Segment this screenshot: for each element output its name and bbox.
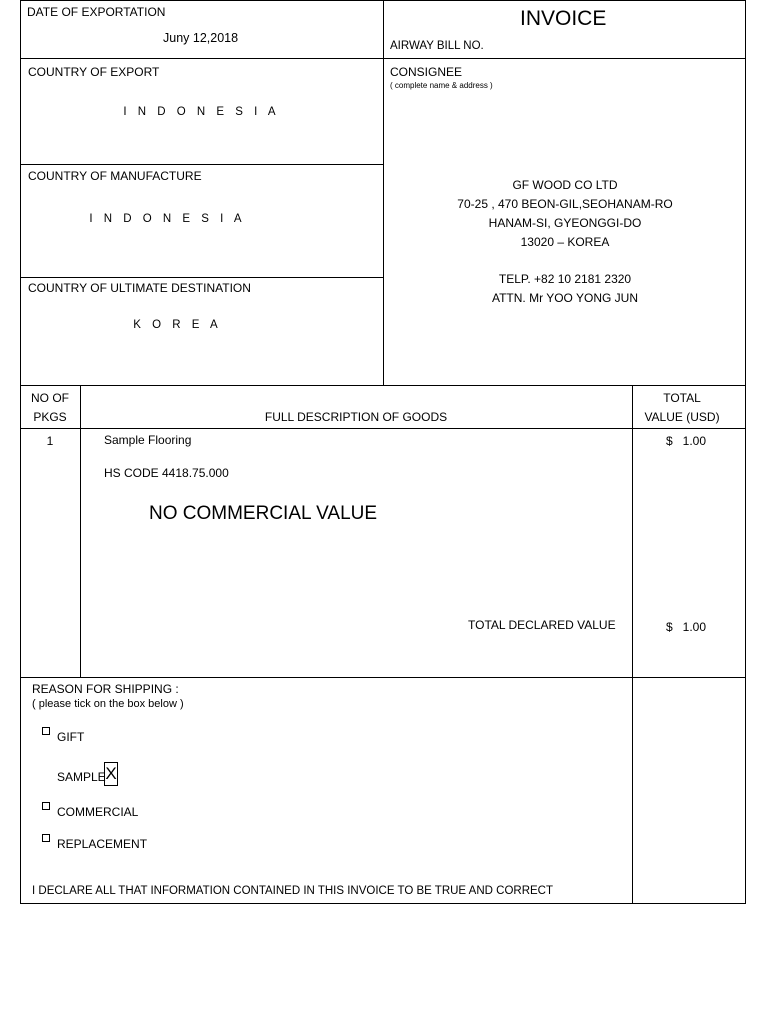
- date-of-exportation-label: DATE OF EXPORTATION: [27, 5, 166, 19]
- col-pkgs-header-line1: NO OF: [31, 391, 69, 405]
- col-total-header-line2: VALUE (USD): [644, 410, 720, 424]
- country-of-export-value: I N D O N E S I A: [123, 106, 280, 118]
- reason-for-shipping-label: REASON FOR SHIPPING :: [32, 682, 179, 696]
- country-of-export-label: COUNTRY OF EXPORT: [28, 65, 160, 79]
- country-of-manufacture-label: COUNTRY OF MANUFACTURE: [28, 169, 202, 183]
- total-declared-value: $ 1.00: [666, 620, 707, 634]
- declaration-statement: I DECLARE ALL THAT INFORMATION CONTAINED IN THIS INVOICE TO BE TRUE AND CORRECT: [32, 885, 553, 897]
- sample-option-label: SAMPLE: [57, 770, 106, 784]
- hs-code: HS CODE 4418.75.000: [104, 466, 229, 480]
- item-value: $ 1.00: [666, 434, 707, 448]
- gift-option-label: GIFT: [57, 730, 85, 744]
- no-commercial-value-note: NO COMMERCIAL VALUE: [149, 503, 378, 524]
- country-of-manufacture-value: I N D O N E S I A: [89, 213, 246, 225]
- date-of-exportation-value: Juny 12,2018: [163, 31, 239, 45]
- consignee-company: GF WOOD CO LTD: [512, 178, 618, 192]
- consignee-city: HANAM-SI, GYEONGGI-DO: [488, 216, 642, 230]
- pkgs-count: 1: [46, 434, 54, 448]
- consignee-attention: ATTN. Mr YOO YONG JUN: [491, 291, 638, 305]
- consignee-sublabel: ( complete name & address ): [390, 81, 493, 90]
- commercial-option-label: COMMERCIAL: [57, 805, 139, 819]
- commercial-checkbox[interactable]: [42, 802, 50, 810]
- replacement-checkbox[interactable]: [42, 834, 50, 842]
- consignee-street: 70-25 , 470 BEON-GIL,SEOHANAM-RO: [457, 197, 673, 211]
- country-of-destination-value: K O R E A: [133, 319, 222, 331]
- total-declared-value-label: TOTAL DECLARED VALUE: [468, 618, 616, 632]
- gift-checkbox[interactable]: [42, 727, 50, 735]
- col-description-header: FULL DESCRIPTION OF GOODS: [264, 410, 448, 424]
- airway-bill-label: AIRWAY BILL NO.: [390, 40, 484, 52]
- item-description: Sample Flooring: [104, 433, 192, 447]
- col-total-header-line1: TOTAL: [663, 391, 701, 405]
- reason-for-shipping-hint: ( please tick on the box below ): [32, 698, 184, 710]
- consignee-postcode: 13020 – KOREA: [520, 235, 610, 249]
- country-of-destination-label: COUNTRY OF ULTIMATE DESTINATION: [28, 281, 251, 295]
- col-pkgs-header-line2: PKGS: [33, 410, 67, 424]
- replacement-option-label: REPLACEMENT: [57, 837, 148, 851]
- sample-checkbox-checked[interactable]: X: [104, 762, 118, 786]
- consignee-label: CONSIGNEE: [390, 65, 463, 79]
- consignee-phone: TELP. +82 10 2181 2320: [498, 272, 632, 286]
- invoice-title: INVOICE: [520, 7, 607, 30]
